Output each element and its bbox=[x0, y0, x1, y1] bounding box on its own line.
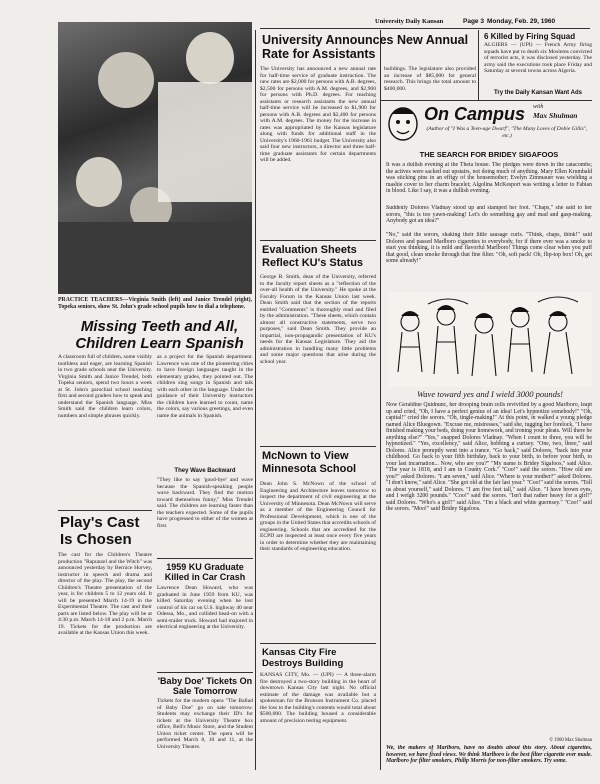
campus-p1: It was a dullish evening at the Theta house. The pledges were down in the catacombs; the actives were sacked out upstairs, not doing much of anything. Mary Ellen Krumbald was sticking pins in an effigy of the housemother; Evelyn Zimmauer was wielding a mashie cover to her charm bracelet; Algolina McKesport was writing a letter to Fabian in blood. Like I say, it was a dullish evening. bbox=[386, 162, 592, 194]
univ-col2: buildings. The legislature also provided an increase of $85,000 for general research. This brings the total amount to $400,000. bbox=[384, 66, 476, 92]
campus-footer: We, the makers of Marlboro, have no doubts about this story. About cigarettes, however, we have fixed views. We think Marlboro is the best filter cigarette ever made. Marlboro for filter smokers, Philip Morris for non-filter smokers. Try some. bbox=[386, 745, 592, 764]
kc-fire-body: KANSAS CITY, Mo. — (UPI) — A three-alarm fire destroyed a two-story building in the heart of downtown Kansas City last night. No official estimate of the damage was available but a spokesman for the Brunson Instrument Co. placed the loss to the building's contents would total about $500,000. The building housed a considerable amount of precision testing equipment. bbox=[260, 672, 376, 724]
kc-fire-headline: Kansas City Fire Destroys Building bbox=[262, 647, 344, 669]
classroom-photo bbox=[58, 22, 252, 294]
play-body: The cast for the Children's Theatre production "Rapunzel and the Witch" was announced yesterday by Bernice Horvey, instructor in speech and drama and director of the play. The play, the second Children's Theatre presentation of the year, is for children 5 to 12 years old. It will be presented March 14-19 in the Experimental Theatre. The cast and their parts are listed below. The play will be at 4:30 p.m. March 14-18 and 2 p.m. March 19. Tickets for the production are available at the Kansas Union this week. bbox=[58, 552, 152, 636]
univ-col1: The University has announced a new annual rate for half-time service of graduate instruction. The new rates are $2,000 for persons with A.B. degrees, $2,500 for persons with A.M. degrees, and $2,900 for persons with Ph.D. degrees. For teaching assistants or research assistants the new annual half-time service will be increased to $1,900 for persons with A.B. degrees and $2,400 for persons with A.M. degrees. The money for the increase in rates was appropriated by the Kansas legislature along with funds for additional staff in the University's 1960-1961 budget. The University also said four new instructors, a director and three half-time graduate assistants for certain departments will be added. bbox=[260, 66, 376, 163]
campus-author: Max Shulman bbox=[533, 111, 578, 120]
photo-caption: PRACTICE TEACHERS—Virginia Smith (left) and Janice Trendel (right), Topeka seniors, show St. John's grade school pupils how to dial a telephone. bbox=[58, 297, 252, 310]
sorority-cartoon bbox=[388, 292, 592, 387]
mcnown-body: Dean John S. McNown of the school of Engineering and Architecture leaves tomorrow to inspect the department of civil engineering at the University of Minnesota. Dean McNown will serve as a member of the Engineering Council for Professional Development, which is one of the groups in the United States that accredits schools of engineering. Schools that are accredited for the ECPD are inspected at least once every five years in order to determine whether they are maintaining their standards of engineering education. bbox=[260, 481, 376, 552]
masthead-date: Monday, Feb. 29, 1960 bbox=[487, 18, 556, 25]
campus-p4: Now Geraldine Quidnunc, her drooping brain cells revivified by a good Marlboro, leapt up and cried, "Oh, I have a perfect genius of an idea! Let's hypnotize somebody!" "Oh, capital!" cried the sorors. "Oh, tingle-making!" At this point, in walked a young pledge named Alice Bluegown. "Excuse me, mistresses," said she, tugging her forelock, "I have finished making your beds, doing your homework, and ironing your pleats. Will there be anything else?" "Yes," snapped Dolores Vladnay. "When I count to three, you will be hypnotized." "Yes, excellency," said Alice, bobbing a curtsey. "One, two, three," said Dolores. Alice promptly went into a trance. "Go back," said Dolores, "back into your childhood. Go back to your fifth birthday, back to your birth, to before your birth, to your last incarnation... Now, who are you?" "My name is Bridey Sigafoos," said Alice. "The year is 1818, and I am in County Cork." "Coo!" said the sorors. "How old are you?" asked Dolores. "I am seven," said Alice. "Where is your mother?" asked Dolores. "I don't know," said Alice. "She got old at the fair last year." "Coo!" said the sorors. "Tell us about yourself," said Dolores. "I am five feet tall," said Alice. "I have brown eyes, and I weigh 3200 pounds." "Coo!" said the sorors. "Isn't that rather heavy for a girl?" said Dolores. "Who's a girl?" said Alice. "I'm a black and white guernsey." "Coo!" said the sorors. "Moo!" said Bridey Sigafoos. bbox=[386, 402, 592, 512]
evaluation-headline: Evaluation Sheets Reflect KU's Status bbox=[262, 244, 364, 269]
evaluation-body: George B. Smith, dean of the University, referred to the faculty report sheets as a "reflection of the over-all health of the University." He spoke at the Faculty Forum in the Kansas Union last week. Dean Smith said that the section of the reports entitled "Comments" is thoroughly read and filed by the administration. "These sheets, which contain almost all constructive statements, serve two purposes," said Dean Smith. They provide an impartial, non-propagandic presentation of KU's needs for the Kansas Legislature. They aid the administration in handling many little problems and some major questions that arise during the school year. bbox=[260, 274, 376, 365]
campus-headline: THE SEARCH FOR BRIDEY SIGAFOOS bbox=[419, 150, 559, 159]
univ-headline: University Announces New Annual Rate for Assistants bbox=[262, 33, 469, 61]
masthead-page: Page 3 bbox=[463, 18, 484, 25]
campus-p2: Suddenly Dolores Vladnay stood up and stamped her foot. "Chaps," she said to her sorors, "this is too yawn-making! Let's do something gay and mad and gasp-making. Anybody got an idea?" bbox=[386, 205, 592, 224]
campus-copyright: © 1960 Max Shulman bbox=[549, 738, 592, 743]
teachers-headline: Missing Teeth and All, Children Learn Spanish bbox=[75, 318, 244, 352]
mcnown-headline: McNown to View Minnesota School bbox=[262, 450, 357, 475]
squad-headline: 6 Killed by Firing Squad bbox=[484, 32, 576, 41]
cartoon-caption: Wave toward yes and I wield 3000 pounds! bbox=[417, 389, 563, 399]
campus-with: with bbox=[533, 104, 544, 110]
campus-title: On Campus bbox=[424, 104, 526, 124]
teachers-col1: A classroom full of children, some visibly toothless and eager, are learning Spanish in two grade schools near the University. Virginia Smith and Janice Trendel, both Topeka seniors, spend two hours a week at St. John's parochial school teaching first and second graders how to speak and understand the Spanish language. Miss Smith said the children learn colors, numbers and simple phrases quickly. bbox=[58, 354, 152, 419]
teachers-subhead: They Wave Backward bbox=[174, 468, 236, 474]
ku-grad-headline: 1959 KU Graduate Killed in Car Crash bbox=[164, 562, 246, 582]
baby-doe-headline: 'Baby Doe' Tickets On Sale Tomorrow bbox=[157, 676, 253, 696]
campus-p3: "No," said the sorors, shaking their little sausage curls. "Think, chaps, think!" said Dolores and passed Marlboro cigarettes to everybody, for if there ever was a smoke to start you thinking, it is mild and flavorful Marlboro! Things come clear when you puff that good, clean smoke through that fine filter. "Oh, soft pack! Oh, flip-top box! Oh, get some already!" bbox=[386, 232, 592, 264]
play-headline: Play's Cast Is Chosen bbox=[60, 514, 140, 548]
baby-doe-body: Tickets for the modern opera "The Ballad of Baby Doe" go on sale tomorrow. Students may exchange their ID's for tickets at the University Theatre box office, Bell's Music Store, and the Student Union ticket center. The opera will be performed March 8, 10 and 11, at the University Theatre. bbox=[157, 698, 253, 750]
teachers-col2b: "They like to say 'good-bye' and wave because the Spanish-speaking people wave backward. They find the motion toward themselves funny," Miss Trendel said. The children are learning faster than the teachers expected. Some of the pupils have progressed to either of the women at first. bbox=[157, 477, 253, 529]
masthead-paper: University Daily Kansan bbox=[375, 18, 444, 25]
campus-tagline: (Author of "I Was a Teen-age Dwarf", "The Many Loves of Dobie Gillis", etc.) bbox=[426, 126, 588, 139]
campus-logo-face bbox=[386, 104, 420, 144]
want-ads-line: Try the Daily Kansan Want Ads bbox=[494, 90, 582, 96]
teachers-col2: as a project for the Spanish department. Lawrence was one of the pioneering cities to have foreign languages taught in the elementary grades, they pointed out. The children sing songs in Spanish and talk with each other in the language. Under the guidance of their University instructors the children have learned to count, name the colors, say various greetings, and even name the animals in Spanish. bbox=[157, 354, 253, 419]
squad-body: ALGIERS — (UPI) — French Army firing squads have put to death six Moslems convicted of terrorist acts, it was disclosed yesterday. The army said the executions took place Friday and Saturday at several towns across Algeria. bbox=[484, 42, 592, 74]
ku-grad-body: Lawrence Dean Howard, who was graduated in June 1959 from KU, was killed Saturday evening when he lost control of his car on U.S. highway 40 near Odessa, Mo., and collided head-on with a semi-trailer truck. Howard had majored in electrical engineering at the University. bbox=[157, 585, 253, 630]
